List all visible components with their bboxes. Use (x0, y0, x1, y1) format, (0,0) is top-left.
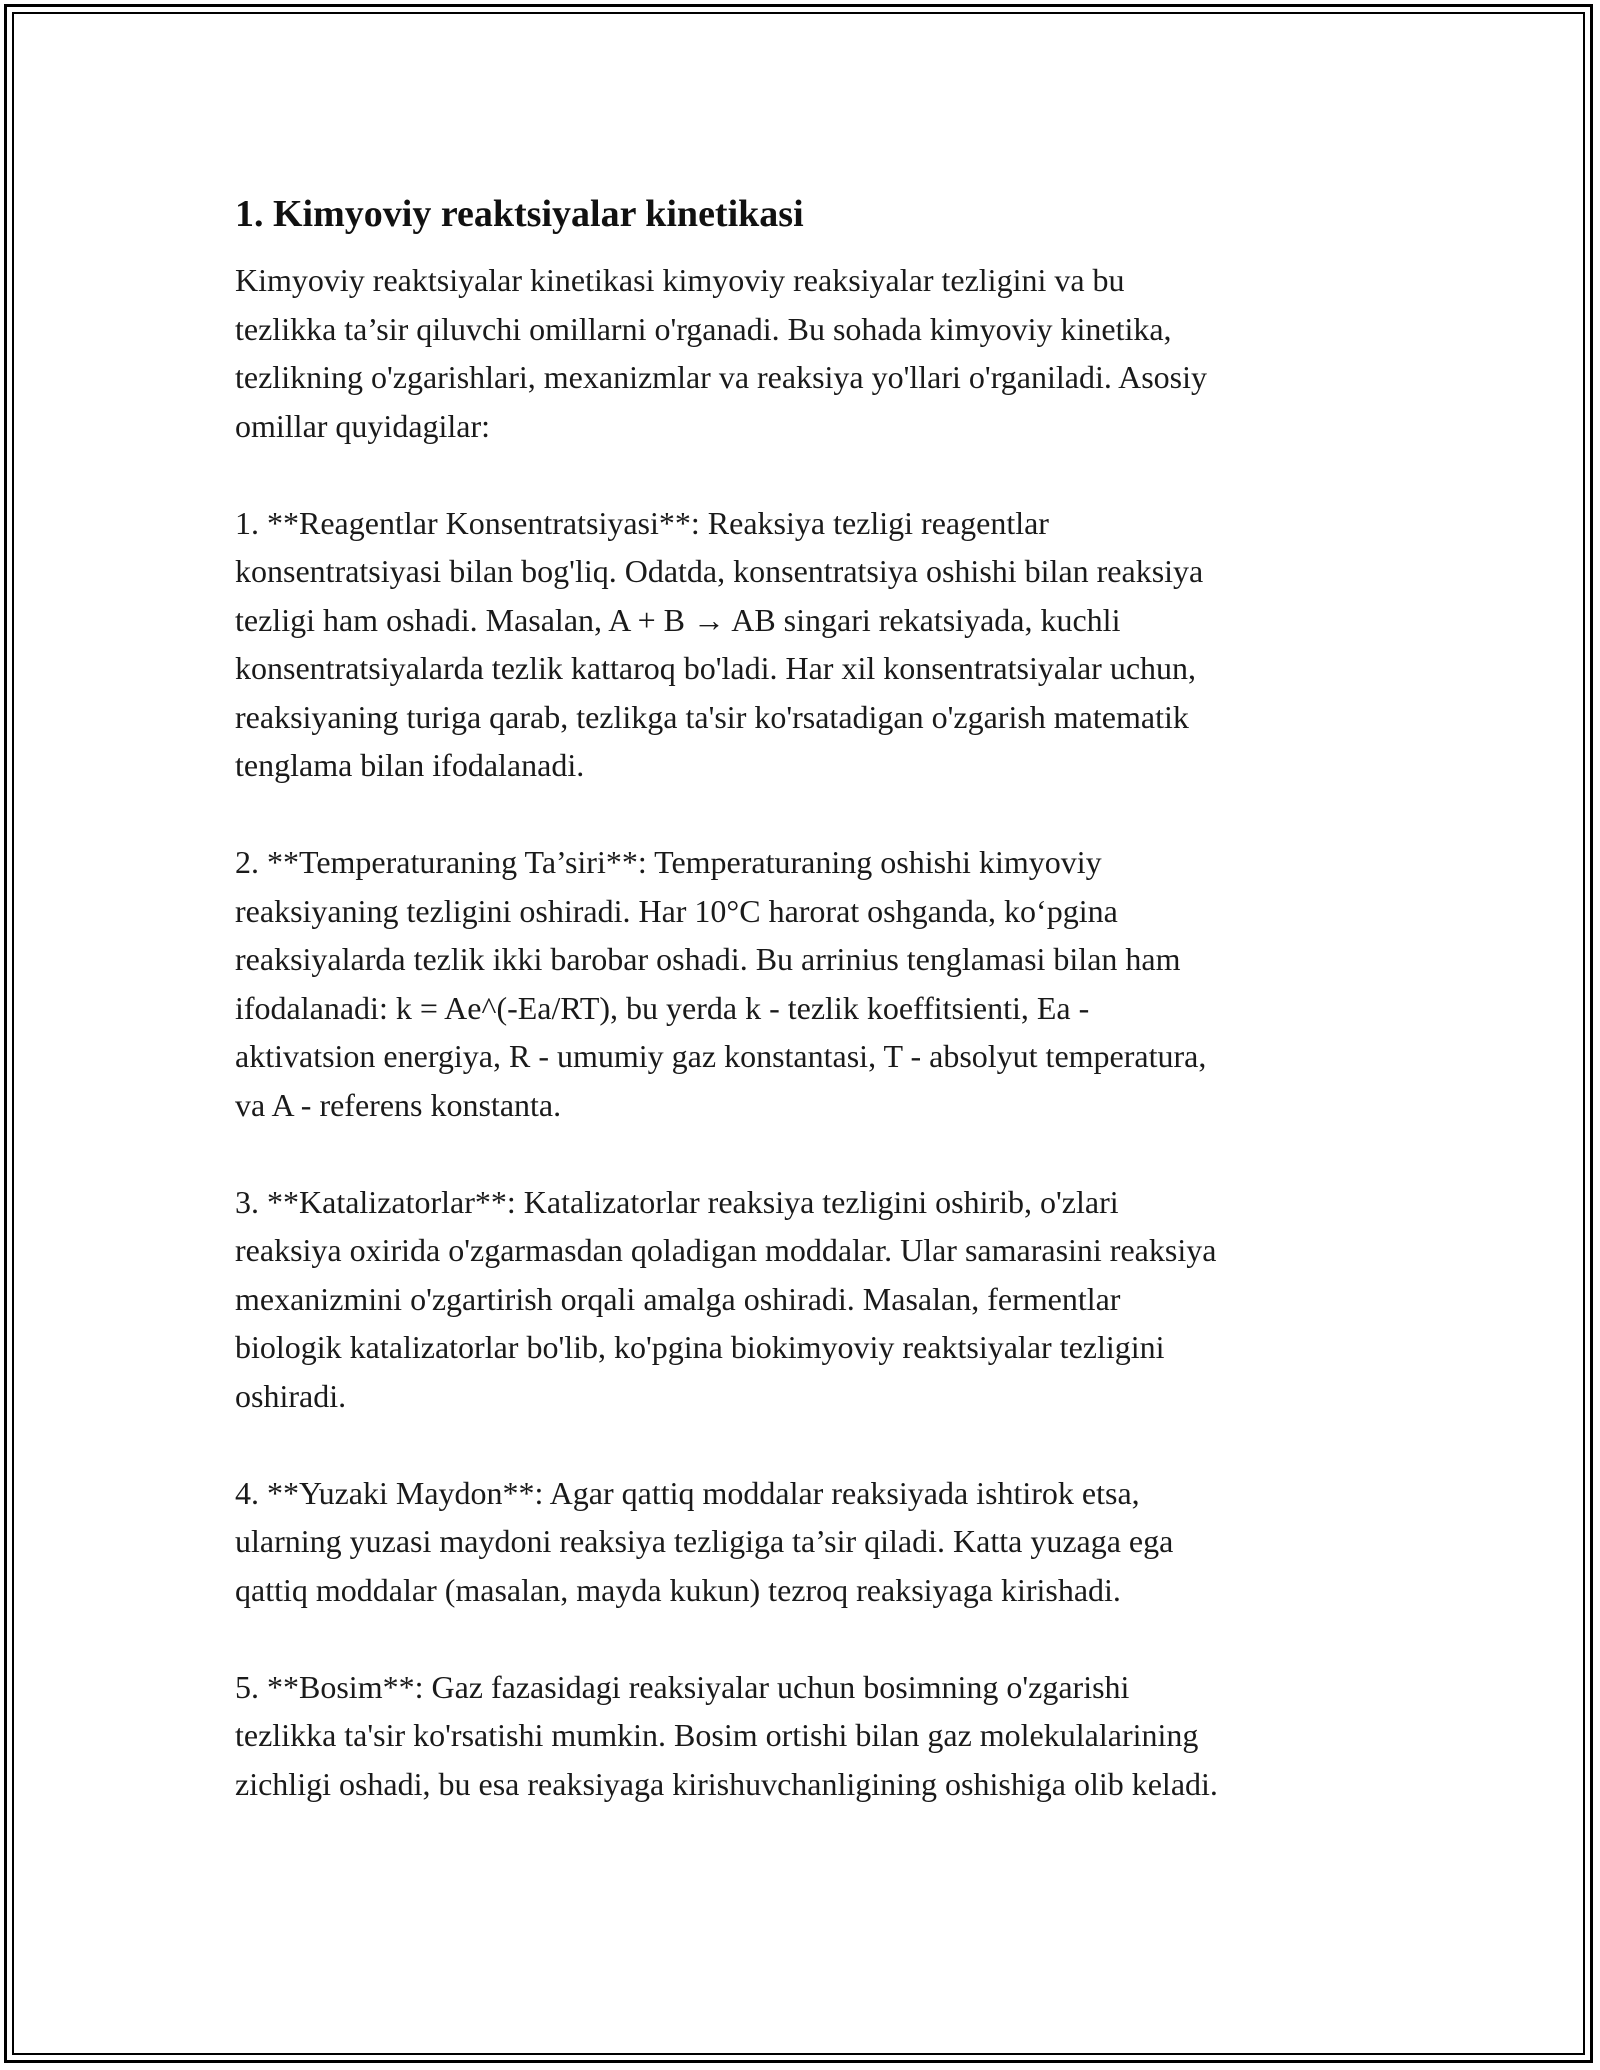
factor-surface-area-paragraph: 4. **Yuzaki Maydon**: Agar qattiq moddalar reaksiyada ishtirok etsa, ularning yuzasi maydoni reaksiya tezligiga ta’sir qiladi. Katta yuzaga ega qattiq moddalar (masalan, mayda kukun) tezroq reaksiyaga kirishadi. (235, 1474, 1174, 1608)
factor-concentration-paragraph: 1. **Reagentlar Konsentratsiyasi**: Reaksiya tezligi reagentlar konsentratsiyasi bilan bog'liq. Odatda, konsentratsiya oshishi bilan reaksiya tezligi ham oshadi. Masalan, A + B → AB singari rekatsiyada, kuchli konsentratsiyalarda tezlik kattaroq bo'ladi. Har xil konsentratsiyalar uchun, reaksiyaning turiga qarab, tezlikga ta'sir ko'rsatadigan o'zgarish matematik tenglama bilan ifodalanadi. (235, 504, 1204, 783)
document-body (235, 186, 1370, 1857)
intro-paragraph: Kimyoviy reaktsiyalar kinetikasi kimyoviy reaksiyalar tezligini va bu tezlikka ta’sir qiluvchi omillarni o'rganadi. Bu sohada kimyoviy kinetika, tezlikning o'zgarishlari, mexanizmlar va reaksiya yo'llari o'rganiladi. Asosiy omillar quyidagilar: (235, 262, 1207, 444)
factor-temperature-paragraph: 2. **Temperaturaning Ta’siri**: Temperaturaning oshishi kimyoviy reaksiyaning tezligini oshiradi. Har 10°C harorat oshganda, ko‘pgina reaksiyalarda tezlik ikki barobar oshadi. Bu arrinius tenglamasi bilan ham ifodalanadi: k = Ae^(-Ea/RT), bu yerda k - tezlik koeffitsienti, Ea - aktivatsion energiya, R - umumiy gaz konstantasi, T - absolyut temperatura, va A - referens konstanta. (235, 844, 1207, 1123)
document-title: 1. Kimyoviy reaktsiyalar kinetikasi (235, 193, 804, 235)
factor-pressure-paragraph: 5. **Bosim**: Gaz fazasidagi reaksiyalar uchun bosimning o'zgarishi tezlikka ta'sir ko'rsatishi mumkin. Bosim ortishi bilan gaz molekulalarining zichligi oshadi, bu esa reaksiyaga kirishuvchanligining oshishiga olib keladi. (235, 1668, 1218, 1802)
factor-catalysts-paragraph: 3. **Katalizatorlar**: Katalizatorlar reaksiya tezligini oshirib, o'zlari reaksiya oxirida o'zgarmasdan qoladigan moddalar. Ular samarasini reaksiya mexanizmini o'zgartirish orqali amalga oshiradi. Masalan, fermentlar biologik katalizatorlar bo'lib, ko'pgina biokimyoviy reaktsiyalar tezligini oshiradi. (235, 1183, 1217, 1414)
